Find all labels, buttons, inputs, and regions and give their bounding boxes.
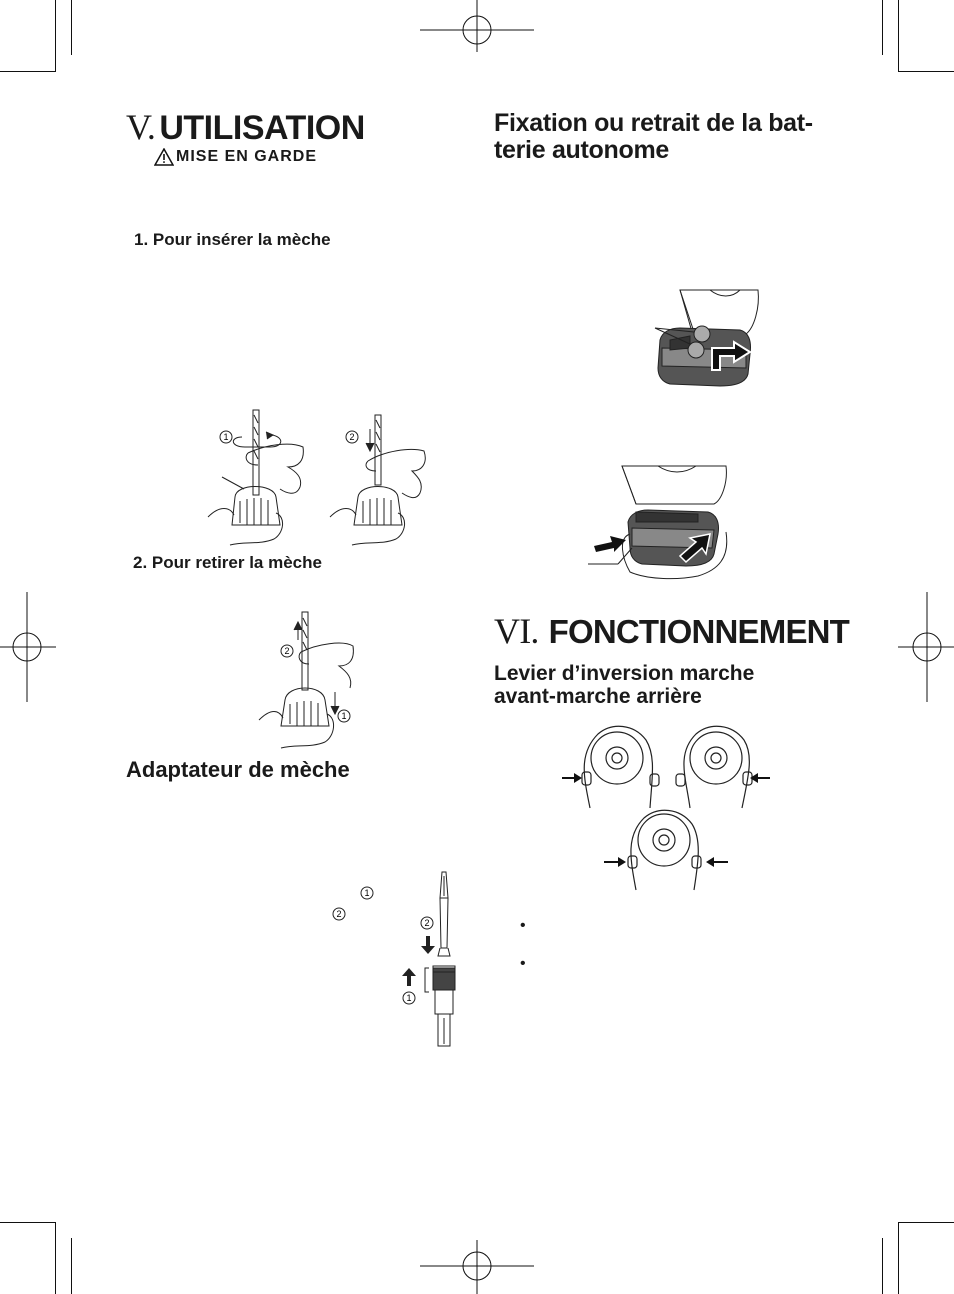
caution-text: MISE EN GARDE [176, 148, 318, 165]
remove-bit-illustration [255, 608, 365, 753]
warning-icon [154, 148, 174, 166]
section-6-title-text: FONCTIONNEMENT [548, 613, 850, 650]
callout-1-insert: 1 [223, 432, 229, 442]
section-5-numeral: V. [126, 107, 156, 147]
insert-bit-illustration [200, 405, 440, 550]
callout-2-insert: 2 [349, 432, 355, 442]
callout-1-remove: 1 [341, 711, 347, 721]
bullet-2: • [520, 955, 526, 972]
callout-1-adapter-text: 1 [364, 888, 370, 898]
reverse-lever-illustration [560, 718, 780, 893]
battery-attach-illustration [650, 288, 762, 390]
bullet-1: • [520, 917, 526, 934]
reverse-lever-heading-line-1: Levier d’inversion marche [494, 662, 755, 685]
battery-heading [494, 110, 844, 164]
section-6-title [494, 610, 849, 652]
section-5-title-text: UTILISATION [159, 109, 365, 147]
bit-adapter-illustration [325, 868, 465, 1050]
callout-1-adapter: 1 [406, 993, 412, 1003]
battery-remove-illustration [588, 462, 733, 582]
reverse-lever-heading-line-2: avant-marche arrière [494, 685, 702, 708]
remove-bit-heading: 2. Pour retirer la mèche [133, 553, 322, 572]
section-6-numeral: VI. [494, 611, 539, 651]
callout-2-adapter: 2 [424, 918, 430, 928]
battery-heading-line-2: terie autonome [494, 136, 669, 164]
bit-adapter-heading: Adaptateur de mèche [126, 757, 350, 782]
insert-bit-heading: 1. Pour insérer la mèche [134, 230, 331, 249]
battery-heading-line-1: Fixation ou retrait de la bat- [494, 109, 813, 137]
reverse-lever-heading [494, 662, 834, 708]
callout-2-adapter-text: 2 [336, 909, 342, 919]
caution-label [154, 148, 317, 166]
section-5-title [126, 106, 365, 148]
callout-2-remove: 2 [284, 646, 290, 656]
